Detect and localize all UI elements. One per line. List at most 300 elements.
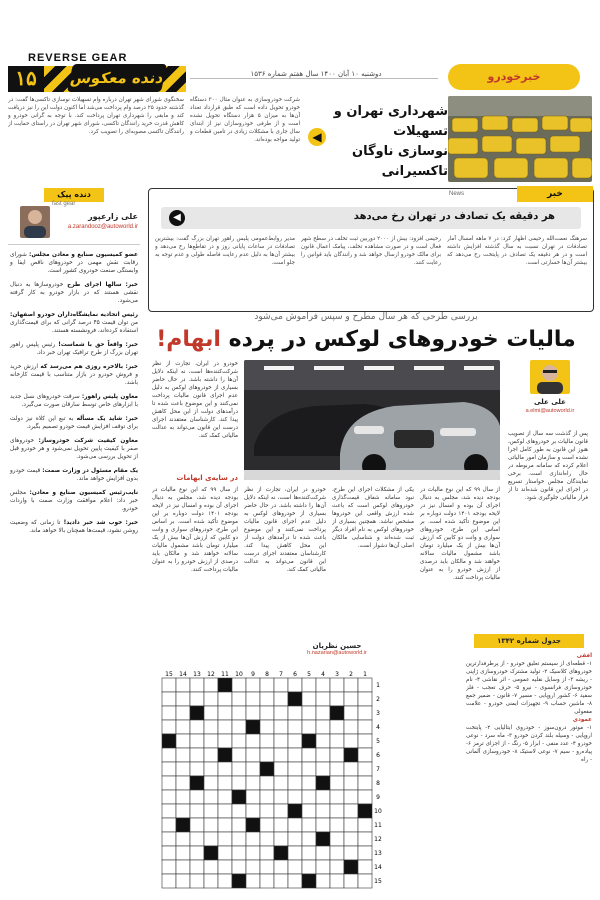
crossword-block: [190, 706, 204, 720]
author-email: a.elmi@autoworld.ir: [525, 408, 575, 414]
crossword-cell[interactable]: [176, 790, 190, 804]
crossword-cell[interactable]: [274, 860, 288, 874]
crossword-cell[interactable]: [232, 818, 246, 832]
crossword-cell[interactable]: [316, 804, 330, 818]
crossword-row-number: 11: [374, 822, 382, 829]
top-story-text-b: شرکت خودروسازی به عنوان مثال ۳۰۰ دستگاه خودرو تحویل داده است که طبق قرارداد تعداد آن‌ها به میزان ۵ هزار دستگاه تحویل نشده است و از طرفی خودروسازان نیز از ابتدای سال جاری با مشکلات زیادی در تامین قطعات و تولید مواجه بوده‌اند.: [190, 97, 300, 143]
newspaper-logo: خبرخودرو: [448, 64, 580, 90]
clues-vertical: ۱- موتور درون‌سوز - خودروی ایتالیایی ۲- پایتخت اروپایی - وسیله بلند کردن خودرو ۳- ماه سرد - نوعی خودرو ۴- عدد منفی - ابزار ۵- رنگ - از اجزای ترمز ۶- پیاده‌رو - سیم ۷- نوعی لاستیک ۸- خودروسازی آلمانی - راه: [466, 725, 592, 763]
crossword-cell[interactable]: [330, 860, 344, 874]
top-story-title-line1: شهرداری تهران و تسهیلات: [333, 104, 448, 139]
crossword-cell[interactable]: [260, 846, 274, 860]
crossword-cell[interactable]: [330, 776, 344, 790]
crossword-cell[interactable]: [162, 846, 176, 860]
crossword-cell[interactable]: [176, 734, 190, 748]
crossword-cell[interactable]: [260, 860, 274, 874]
crossword-cell[interactable]: [190, 860, 204, 874]
crossword-cell[interactable]: [344, 692, 358, 706]
crossword-cell[interactable]: [358, 748, 372, 762]
crossword-cell[interactable]: [218, 706, 232, 720]
main-article: [148, 312, 592, 632]
crossword-cell[interactable]: [162, 748, 176, 762]
crossword-cell[interactable]: [204, 804, 218, 818]
crossword-cell[interactable]: [162, 762, 176, 776]
crossword-cell[interactable]: [302, 790, 316, 804]
crossword-row-number: 14: [374, 864, 382, 871]
news-headline-bar: [161, 207, 581, 229]
crossword-block: [190, 776, 204, 790]
crossword-cell[interactable]: [358, 720, 372, 734]
crossword-cell[interactable]: [302, 720, 316, 734]
crossword-cell[interactable]: [344, 818, 358, 832]
taxi-photo: [448, 96, 592, 182]
crossword-cell[interactable]: [274, 832, 288, 846]
reverse-gear-label: REVERSE GEAR: [28, 52, 128, 64]
crossword-cell[interactable]: [218, 720, 232, 734]
crossword-cell[interactable]: [288, 734, 302, 748]
crossword-block: [232, 790, 246, 804]
crossword-cell[interactable]: [302, 762, 316, 776]
crossword-row-number: 3: [376, 710, 380, 717]
article-subhead: در سایه‌ی ابهامات: [176, 474, 238, 482]
crossword-block: [246, 720, 260, 734]
crossword-block: [330, 706, 344, 720]
crossword-cell[interactable]: [358, 818, 372, 832]
crossword-creator: [298, 642, 376, 666]
crossword-cell[interactable]: [344, 678, 358, 692]
clues-horizontal: ۱- قطعه‌ای از سیستم تعلیق خودرو - از پرطرفدارترین خودروهای کلاسیک ۲- تولید مشترک خودروسازی ژاپنی - ریشه ۳- از وسایل نقلیه عمومی - اثر نقاشی ۴- نام خودروسازی فرانسوی - نیرو ۵- حرف تعجب - فلز سفید ۶- کشور اروپایی - مسیر ۷- قانون - ضمیر جمع ۸- ماشین حساب ۹- تجهیزات ایمنی خودرو - علامت مفعولی: [466, 661, 592, 715]
crossword-row-number: 9: [376, 794, 380, 801]
crossword-cell[interactable]: [232, 846, 246, 860]
crossword-cell[interactable]: [218, 860, 232, 874]
crossword-cell[interactable]: [260, 706, 274, 720]
crossword-cell[interactable]: [246, 734, 260, 748]
crossword-cell[interactable]: [176, 720, 190, 734]
crossword-cell[interactable]: [316, 860, 330, 874]
arrow-left-icon: ◀: [169, 210, 185, 226]
crossword-row-number: 1: [376, 682, 380, 689]
crossword-column-number: 3: [335, 671, 339, 678]
author-box: [508, 360, 592, 424]
crossword-cell[interactable]: [330, 720, 344, 734]
crossword-cell[interactable]: [162, 874, 176, 888]
crossword-cell[interactable]: [344, 790, 358, 804]
crossword-cell[interactable]: [316, 874, 330, 888]
crossword-cell[interactable]: [330, 734, 344, 748]
crossword-cell[interactable]: [302, 776, 316, 790]
top-story-text-a: سخنگوی شورای شهر تهران درباره وام تسهیلات نوسازی تاکسی‌ها گفت: در گذشته حدود ۲۵ درصد وام پرداخت می‌شد اما اکنون دولت این را نیز دریافت کند و مابقی را شهرداری تهران پرداخت کند. با توجه به گرانی خودرو و کاهش قدرت خرید رانندگان تاکسی، شورای شهر تهران در راستای حمایت از رانندگان تاکسی مصوبه‌ای را تصویب کرد.: [8, 97, 184, 135]
crossword-cell[interactable]: [190, 846, 204, 860]
article-column-5: [152, 360, 238, 626]
crossword-cell[interactable]: [162, 776, 176, 790]
crossword-cell[interactable]: [288, 748, 302, 762]
article-kicker: بررسی طرحی که هر سال مطرح و سپس فراموش می‌شود: [254, 312, 478, 322]
crossword-cell[interactable]: [260, 678, 274, 692]
crossword-cell[interactable]: [260, 832, 274, 846]
crossword-block: [316, 776, 330, 790]
left-column-body: [8, 244, 140, 895]
crossword-cell[interactable]: [330, 832, 344, 846]
crossword-cell[interactable]: [316, 762, 330, 776]
crossword-cell[interactable]: [232, 832, 246, 846]
crossword-cell[interactable]: [246, 860, 260, 874]
crossword-block: [288, 804, 302, 818]
crossword-cell[interactable]: [190, 790, 204, 804]
article-column-1: پس از گذشت سه سال از تصویب قانون مالیات بر خودروهای لوکس، هنوز این قانون به طور کامل اجرا نشده است و سازمان امور مالیاتی اعلام کرده که سامانه مربوطه در حال راه‌اندازی است. برخی نمایندگان مجلس خواستار تسریع در اجرای این قانون شده‌اند تا از فرار مالیاتی جلوگیری شود.: [508, 431, 588, 501]
crossword-cell[interactable]: [344, 762, 358, 776]
crossword-cell[interactable]: [204, 832, 218, 846]
crossword-cell[interactable]: [358, 790, 372, 804]
crossword-cell[interactable]: [246, 832, 260, 846]
crossword-cell[interactable]: [274, 776, 288, 790]
crossword-cell[interactable]: [162, 692, 176, 706]
crossword-cell[interactable]: [288, 818, 302, 832]
crossword-cell[interactable]: [358, 874, 372, 888]
crossword-block: [218, 748, 232, 762]
crossword-cell[interactable]: [190, 678, 204, 692]
crossword-cell[interactable]: [190, 734, 204, 748]
crossword-cell[interactable]: [344, 776, 358, 790]
crossword-cell[interactable]: [162, 720, 176, 734]
crossword-block: [344, 748, 358, 762]
list-item: نایب‌رئیس کمیسیون صنایع و معادن: مجلس خبر داد: اعلام موافقت وزارت صمت با واردات خودرو.: [10, 490, 139, 512]
crossword-cell[interactable]: [288, 678, 302, 692]
crossword-cell[interactable]: [316, 720, 330, 734]
crossword-cell[interactable]: [358, 776, 372, 790]
crossword-cell[interactable]: [190, 720, 204, 734]
crossword-cell[interactable]: [190, 818, 204, 832]
crossword-cell[interactable]: [274, 804, 288, 818]
crossword-cell[interactable]: [232, 678, 246, 692]
crossword-cell[interactable]: [316, 734, 330, 748]
article-headline: [148, 326, 584, 354]
crossword-cell[interactable]: [316, 846, 330, 860]
crossword-cell[interactable]: [316, 790, 330, 804]
crossword-cell[interactable]: [344, 846, 358, 860]
crossword-cell[interactable]: [162, 860, 176, 874]
crossword-cell[interactable]: [288, 860, 302, 874]
crossword-cell[interactable]: [274, 818, 288, 832]
crossword-cell[interactable]: [358, 762, 372, 776]
crossword-cell[interactable]: [218, 832, 232, 846]
crossword-cell[interactable]: [274, 678, 288, 692]
crossword-cell[interactable]: [218, 804, 232, 818]
crossword-cell[interactable]: [204, 874, 218, 888]
crossword-cell[interactable]: [204, 748, 218, 762]
crossword-cell[interactable]: [218, 776, 232, 790]
article-column-4: از سال ۹۹ که این نوع مالیات در بودجه دیده شد، مجلس به دنبال اجرای آن بوده و امسال نیز در لایحه بودجه ۱۴۰۱ دولت دوباره بر این موضوع تأکید شده است. بر اساس این طرح، خودروهای سواری و وانت دو کابین که ارزش آن‌ها بیش از یک میلیارد تومان باشد مشمول مالیات سالانه خواهند شد و مالکان باید درصدی از ارزش خودرو را به عنوان مالیات پرداخت کنند.: [420, 487, 500, 581]
news-column-3: مدیر روابط‌عمومی پلیس راهور تهران بزرگ گفت: بیشترین تصادفات در ساعات پایانی روز و در تقاطع‌ها رخ می‌دهد و بیشتر آن‌ها به دلیل عدم رعایت فاصله طولی و عدم توجه به جلو است.: [155, 236, 295, 266]
crossword-row-number: 13: [374, 850, 382, 857]
list-item: خبر: بالاخره روزی هم می‌رسد که ارزش خرید و فروش خودرو در بازار متناسب با قیمت کارخانه باشد.: [10, 364, 138, 386]
crossword-cell[interactable]: [218, 692, 232, 706]
crossword-cell[interactable]: [204, 678, 218, 692]
crossword-cell[interactable]: [302, 860, 316, 874]
crossword-cell[interactable]: [274, 706, 288, 720]
crossword-cell[interactable]: [344, 804, 358, 818]
crossword-cell[interactable]: [330, 762, 344, 776]
arrow-left-icon: ◀: [308, 128, 326, 146]
crossword-cell[interactable]: [176, 860, 190, 874]
article-column-5-text-b: از سال ۹۹ که این نوع مالیات در بودجه دیده شد، مجلس به دنبال اجرای آن بوده و امسال نیز در لایحه بودجه ۱۴۰۱ دولت دوباره بر این موضوع تأکید شده است. بر اساس این طرح، خودروهای سواری و وانت دو کابین که ارزش آن‌ها بیش از یک میلیارد تومان باشد مشمول مالیات سالانه خواهند شد و مالکان باید درصدی از ارزش خودرو را به عنوان مالیات پرداخت کنند.: [152, 487, 238, 573]
crossword-cell[interactable]: [302, 818, 316, 832]
crossword-cell[interactable]: [260, 748, 274, 762]
crossword-cell[interactable]: [274, 790, 288, 804]
crossword-cell[interactable]: [274, 748, 288, 762]
crossword-cell[interactable]: [162, 678, 176, 692]
crossword-clues: [466, 652, 592, 892]
crossword-cell[interactable]: [204, 734, 218, 748]
crossword-cell[interactable]: [204, 860, 218, 874]
crossword-cell[interactable]: [358, 846, 372, 860]
crossword-cell[interactable]: [330, 692, 344, 706]
crossword-cell[interactable]: [288, 874, 302, 888]
crossword-cell[interactable]: [246, 762, 260, 776]
crossword-row-number: 15: [374, 878, 382, 885]
clues-horizontal-title: افقی: [576, 653, 592, 659]
crossword-cell[interactable]: [260, 874, 274, 888]
crossword-cell[interactable]: [190, 874, 204, 888]
left-column-sub-label: fast gear: [52, 201, 76, 207]
crossword-cell[interactable]: [330, 790, 344, 804]
crossword-cell[interactable]: [260, 818, 274, 832]
list-item: معاون پلیس راهور: سرقت خودروهای نسل جدید با ابزارهای خاص توسط سارقان صورت می‌گیرد.: [10, 394, 138, 408]
crossword-column-number: 13: [193, 671, 201, 678]
crossword-block: [232, 874, 246, 888]
crossword-cell[interactable]: [288, 706, 302, 720]
crossword-cell[interactable]: [330, 818, 344, 832]
left-column-label: دنده پیک: [44, 188, 104, 202]
crossword-row-number: 5: [376, 738, 380, 745]
crossword-cell[interactable]: [302, 804, 316, 818]
crossword-cell[interactable]: [246, 692, 260, 706]
crossword-column-number: 11: [221, 671, 229, 678]
crossword-tag: جدول شماره ۱۳۴۲: [474, 634, 584, 648]
date-line: دوشنبه ۱۰ آبان ۱۴۰۰ سال هفتم شماره ۱۵۳۶: [250, 70, 382, 78]
crossword-cell[interactable]: [232, 706, 246, 720]
car-photo: [244, 360, 500, 480]
crossword-cell[interactable]: [316, 818, 330, 832]
crossword-column-number: 12: [207, 671, 215, 678]
crossword-cell[interactable]: [176, 776, 190, 790]
news-headline: هر دقیقه یک تصادف در تهران رخ می‌دهد: [353, 211, 555, 222]
crossword-cell[interactable]: [246, 776, 260, 790]
crossword-row-number: 12: [374, 836, 382, 843]
crossword-cell[interactable]: [218, 846, 232, 860]
crossword-cell[interactable]: [232, 748, 246, 762]
crossword-cell[interactable]: [246, 678, 260, 692]
crossword-cell[interactable]: [246, 706, 260, 720]
list-item: معاون کیفیت شرکت خودروساز: خودروهای صفر با کیفیت پایین تحویل نمی‌شود و هر خودرو قبل از تحویل بررسی می‌شود.: [10, 438, 139, 460]
crossword-block: [218, 678, 232, 692]
crossword-cell[interactable]: [288, 832, 302, 846]
crossword-cell[interactable]: [190, 692, 204, 706]
crossword-cell[interactable]: [176, 874, 190, 888]
crossword-cell[interactable]: [190, 804, 204, 818]
crossword-cell[interactable]: [288, 720, 302, 734]
crossword-cell[interactable]: [302, 846, 316, 860]
crossword-cell[interactable]: [204, 692, 218, 706]
crossword-cell[interactable]: [204, 776, 218, 790]
crossword-row-number: 2: [376, 696, 380, 703]
crossword-cell[interactable]: [232, 720, 246, 734]
article-column-5-text: خودرو در ایران، تجارت از نظر شرکت‌کننده‌ها است، نه اینکه دلایل آن‌ها را داشته باشد. در حال حاضر بسیاری از خودروهای لوکس به دلیل عدم اجرای قانون مالیات پرداخت نمی‌کنند و این موضوع باعث شده تا درآمدهای دولت از این محل کاهش پیدا کند. کارشناسان معتقدند اجرای درست این قانون می‌تواند به عدالت مالیاتی کمک کند.: [152, 361, 238, 439]
crossword-row-number: 6: [376, 752, 380, 759]
crossword-column-number: 1: [363, 671, 367, 678]
crossword-cell[interactable]: [260, 776, 274, 790]
crossword-cell[interactable]: [218, 818, 232, 832]
crossword-cell[interactable]: [204, 818, 218, 832]
crossword-cell[interactable]: [204, 762, 218, 776]
crossword-cell[interactable]: [232, 860, 246, 874]
crossword-cell[interactable]: [330, 804, 344, 818]
crossword-cell[interactable]: [288, 762, 302, 776]
author-name: علی علی: [534, 398, 566, 406]
crossword-cell[interactable]: [204, 720, 218, 734]
list-item: خبر: واقعاً حق با شماست! رئیس پلیس راهور تهران بزرگ از طرح ترافیک تهران خبر داد.: [10, 342, 138, 356]
crossword-grid[interactable]: [154, 668, 454, 890]
crossword-cell[interactable]: [316, 692, 330, 706]
crossword-cell[interactable]: [246, 790, 260, 804]
crossword-cell[interactable]: [162, 804, 176, 818]
crossword-cell[interactable]: [246, 804, 260, 818]
list-item: خبر: سالها اجرای طرح خودروسازها به دنبال نقشی هستند که در بازار خودرو به کار گرفته می‌شود.: [10, 282, 138, 304]
crossword-cell[interactable]: [246, 874, 260, 888]
crossword-cell[interactable]: [302, 692, 316, 706]
article-column-2: یکی از مشکلات اجرای این طرح، نبود سامانه شفاف قیمت‌گذاری خودروهای لوکس است که باعث شده ارزش واقعی این خودروها مشخص نباشد. همچنین بسیاری از خودروهای لوکس به نام افراد دیگر ثبت شده‌اند و شناسایی مالکان اصلی آن‌ها دشوار است.: [332, 487, 414, 549]
crossword-cell[interactable]: [162, 790, 176, 804]
crossword-cell[interactable]: [260, 734, 274, 748]
crossword-column-number: 8: [265, 671, 269, 678]
news-label: خبر: [517, 186, 593, 202]
crossword-cell[interactable]: [246, 748, 260, 762]
article-column-3: خودرو در ایران، تجارت از نظر شرکت‌کننده‌ها است، نه اینکه دلایل آن‌ها را داشته باشد. در حال حاضر بسیاری از خودروهای لوکس به دلیل عدم اجرای قانون مالیات پرداخت نمی‌کنند و این موضوع باعث شده تا درآمدهای دولت از این محل کاهش پیدا کند. کارشناسان معتقدند اجرای درست این قانون می‌تواند به عدالت مالیاتی کمک کند.: [244, 487, 326, 573]
crossword-cell[interactable]: [358, 692, 372, 706]
crossword-cell[interactable]: [232, 692, 246, 706]
crossword-cell[interactable]: [358, 678, 372, 692]
crossword-cell[interactable]: [330, 748, 344, 762]
crossword-cell[interactable]: [204, 706, 218, 720]
crossword-cell[interactable]: [302, 832, 316, 846]
crossword-cell[interactable]: [218, 790, 232, 804]
crossword-cell[interactable]: [288, 846, 302, 860]
crossword-cell[interactable]: [302, 748, 316, 762]
crossword-cell[interactable]: [190, 762, 204, 776]
crossword-cell[interactable]: [288, 790, 302, 804]
crossword-block: [302, 874, 316, 888]
crossword-cell[interactable]: [232, 804, 246, 818]
crossword-cell[interactable]: [344, 720, 358, 734]
crossword-cell[interactable]: [274, 692, 288, 706]
crossword-block: [260, 762, 274, 776]
crossword-cell[interactable]: [176, 678, 190, 692]
crossword-column-number: 4: [321, 671, 325, 678]
crossword-cell[interactable]: [190, 832, 204, 846]
crossword-cell[interactable]: [344, 734, 358, 748]
crossword-cell[interactable]: [176, 762, 190, 776]
header-divider: [190, 78, 438, 79]
crossword-cell[interactable]: [176, 846, 190, 860]
crossword-creator-email: h.nazarian@autoworld.ir: [307, 650, 367, 656]
left-column-author: علی زارعپور: [88, 212, 138, 221]
author-photo: [530, 360, 570, 394]
crossword-cell[interactable]: [218, 762, 232, 776]
crossword-cell[interactable]: [232, 734, 246, 748]
crossword-cell[interactable]: [162, 832, 176, 846]
crossword-cell[interactable]: [204, 790, 218, 804]
news-column-2: رحیمی افزود: بیش از ۲۰۰۰ دوربین ثبت تخلف در سطح شهر فعال است و در صورت مشاهده تخلف، پیامک اعمال قانون برای مالک خودرو ارسال خواهد شد و رانندگان باید قوانین را رعایت کنند.: [301, 236, 441, 266]
crossword-cell[interactable]: [274, 762, 288, 776]
crossword-cell[interactable]: [274, 874, 288, 888]
news-box: [148, 188, 594, 312]
crossword-cell[interactable]: [260, 790, 274, 804]
crossword-cell[interactable]: [176, 706, 190, 720]
crossword-cell[interactable]: [176, 748, 190, 762]
crossword-cell[interactable]: [246, 846, 260, 860]
crossword-cell[interactable]: [218, 874, 232, 888]
crossword-cell[interactable]: [274, 734, 288, 748]
crossword-cell[interactable]: [330, 846, 344, 860]
left-column-email: a.zarandooz@autoworld.ir: [67, 224, 138, 230]
crossword-cell[interactable]: [260, 720, 274, 734]
crossword-cell[interactable]: [358, 860, 372, 874]
crossword-column-number: 7: [279, 671, 283, 678]
crossword-cell[interactable]: [190, 748, 204, 762]
crossword-cell[interactable]: [330, 678, 344, 692]
crossword-cell[interactable]: [358, 832, 372, 846]
left-column: [8, 188, 140, 900]
list-item: یک مقام مسئول در وزارت صمت: قیمت خودرو بدون افزایش خواهد ماند.: [10, 468, 139, 482]
crossword-cell[interactable]: [176, 804, 190, 818]
crossword-block: [274, 846, 288, 860]
crossword-cell[interactable]: [232, 776, 246, 790]
crossword-row-number: 10: [374, 808, 382, 815]
crossword-cell[interactable]: [344, 832, 358, 846]
crossword-block: [316, 832, 330, 846]
crossword-block: [288, 692, 302, 706]
crossword-cell[interactable]: [162, 818, 176, 832]
crossword-cell[interactable]: [358, 706, 372, 720]
crossword-cell[interactable]: [330, 874, 344, 888]
crossword-cell[interactable]: [316, 678, 330, 692]
crossword-cell[interactable]: [162, 706, 176, 720]
list-item: خبر: شاید یک مسأله به تبع این کلاه نیز دولت برای توقف افزایش قیمت خودرو تصمیم بگیرد.: [10, 416, 138, 430]
crossword-cell[interactable]: [358, 734, 372, 748]
crossword-cell[interactable]: [302, 678, 316, 692]
crossword-cell[interactable]: [260, 692, 274, 706]
crossword-cell[interactable]: [344, 874, 358, 888]
crossword-cell[interactable]: [344, 706, 358, 720]
crossword-cell[interactable]: [288, 776, 302, 790]
crossword-cell[interactable]: [302, 706, 316, 720]
crossword-block: [344, 860, 358, 874]
list-item: رئیس اتحادیه نمایشگاه‌داران خودرو اصفهان: من توان قیمت ۴۵ درصد گرانی که برای قیمت‌گذاری استفاده کرده‌اند، فرونشسته هستند.: [10, 312, 138, 334]
crossword-column-number: 2: [349, 671, 353, 678]
crossword-cell[interactable]: [260, 804, 274, 818]
crossword-cell[interactable]: [274, 720, 288, 734]
crossword-cell[interactable]: [176, 692, 190, 706]
crossword-block: [358, 804, 372, 818]
crossword-cell[interactable]: [316, 748, 330, 762]
crossword-block: [176, 818, 190, 832]
crossword-section: [148, 634, 592, 896]
crossword-cell[interactable]: [176, 832, 190, 846]
crossword-column-number: 15: [165, 671, 173, 678]
crossword-row-number: 4: [376, 724, 380, 731]
crossword-cell[interactable]: [218, 734, 232, 748]
crossword-cell[interactable]: [316, 706, 330, 720]
crossword-cell[interactable]: [232, 762, 246, 776]
